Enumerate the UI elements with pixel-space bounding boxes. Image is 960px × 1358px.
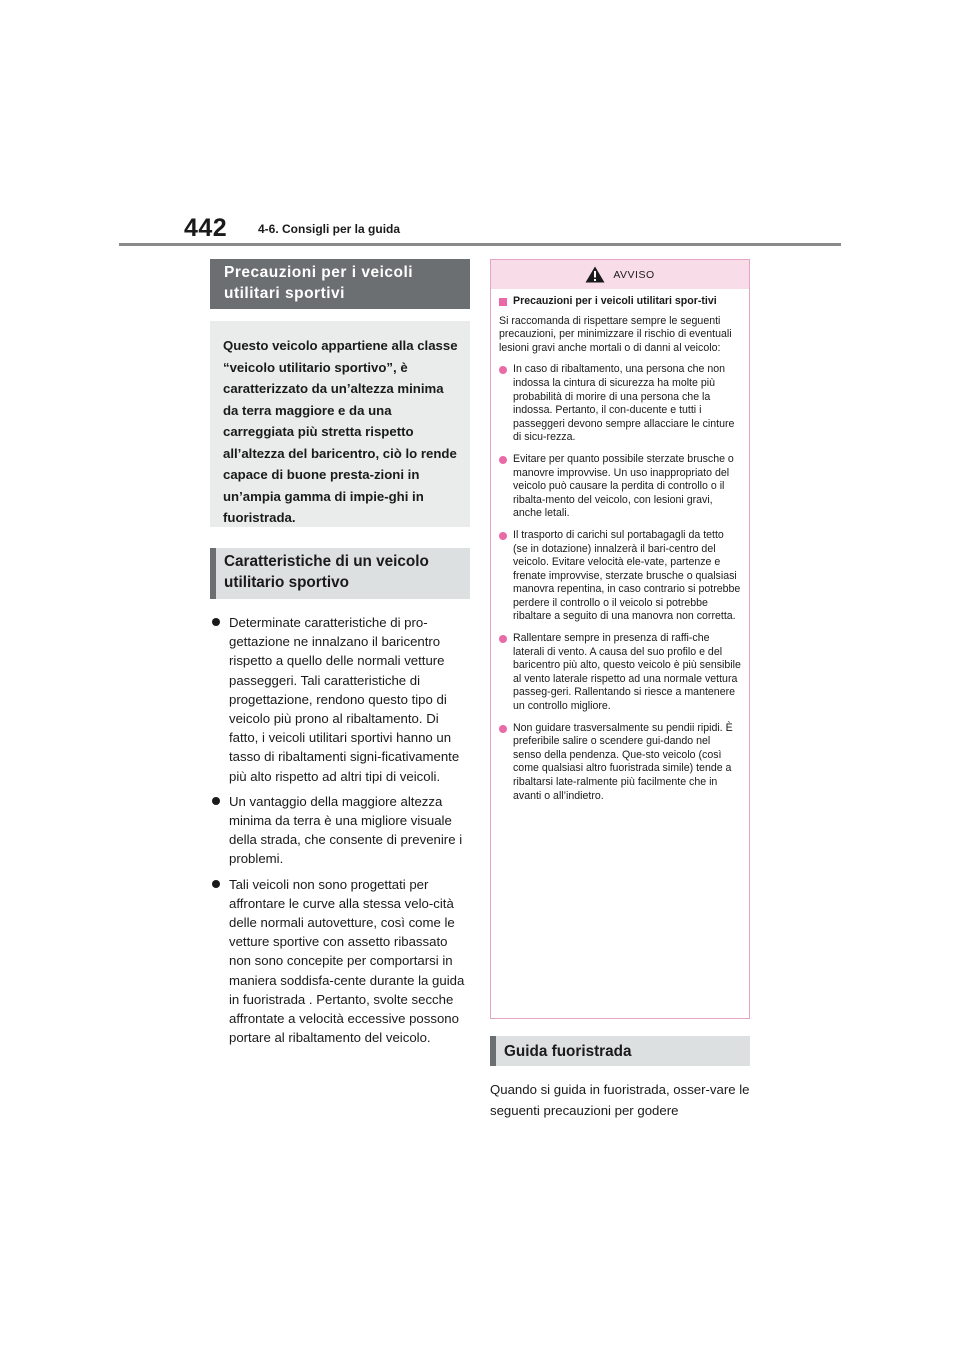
list-item (499, 529, 741, 624)
heading-offroad: Guida fuoristrada (490, 1036, 750, 1066)
warning-intro: Si raccomanda di rispettare sempre le seguenti precauzioni, per minimizzare il rischio di eventuali lesioni gravi anche mortali o di danni al veicolo: (499, 314, 732, 354)
header-divider (119, 243, 841, 246)
heading-suv-precautions: Precauzioni per i veicoli utilitari sportivi (210, 259, 470, 309)
square-bullet-icon (499, 298, 507, 306)
list-item (499, 453, 741, 521)
warning-subtitle-text: Precauzioni per i veicoli utilitari spor-tivi (513, 295, 717, 307)
list-item (499, 632, 741, 714)
warning-list (499, 363, 741, 803)
warning-triangle-icon (585, 266, 605, 283)
list-item (499, 363, 741, 445)
page-number: 442 (184, 214, 228, 242)
list-item-text: Tali veicoli non sono progettati per affrontare le curve alla stessa velo-cità delle normali autovetture, così come le vetture sportive con assetto ribassato non sono concepite per comportarsi in maniera soddisfa-cente durante la guida in fuoristrada . Pertanto, svolte secche affrontate a velocità eccessive possono portare al ribaltamento del veicolo. (229, 876, 465, 1046)
list-item-text: Un vantaggio della maggiore altezza minima da terra è una migliore visuale della strada, che consente di prevenire i problemi. (229, 793, 463, 867)
section-title: 4-6. Consigli per la guida (258, 222, 401, 236)
list-item-text: Il trasporto di carichi sul portabagagli da tetto (se in dotazione) innalzerà il bari-centro del veicolo. Evitare velocità ele-vate, partenze e frenate improvvise, sterzate brusche o qualsiasi manovra repentina, in caso contrario si potrebbe perdere il controllo o il veicolo si potrebbe ribaltare a seguito di una manovra non corretta. (513, 528, 741, 623)
right-column (490, 259, 750, 1121)
heading-suv-features: Caratteristiche di un veicolo utilitario sportivo (210, 548, 470, 599)
list-item (499, 722, 741, 804)
warning-title: AVVISO (613, 268, 655, 281)
list-item-text: In caso di ribaltamento, una persona che non indossa la cintura di sicurezza ha molte più probabilità di morire di una persona che la indossa. Pertanto, il con-ducente e tutti i passeggeri devono sempre allacciare le cinture di sicu-rezza. (513, 363, 735, 444)
features-list (210, 613, 470, 1047)
bullet-icon (212, 880, 220, 888)
list-item-text: Determinate caratteristiche di pro-gettazione ne innalzano il baricentro rispetto a quello delle normali vetture passeggeri. Tali caratteristiche di progettazione, rendono questo tipo di veicolo più prono al ribaltamento. Di fatto, i veicoli utilitari sportivi hanno un tasso di ribaltamenti signi-ficativamente più alto rispetto ad altri tipi di veicoli. (229, 615, 460, 784)
intro-box: Questo veicolo appartiene alla classe “veicolo utilitario sportivo”, è caratterizzato da un’altezza minima da terra maggiore e da una carreggiata più stretta rispetto all’altezza del baricentro, ciò lo rende capace di buone presta-zioni in un’ampia gamma di impie-ghi in fuoristrada. (210, 321, 470, 527)
warning-subtitle (499, 295, 741, 309)
warning-header (491, 260, 749, 289)
bullet-icon (499, 635, 507, 643)
list-item (210, 613, 470, 786)
bullet-icon (499, 366, 507, 374)
bullet-icon (212, 797, 220, 805)
bullet-icon (212, 618, 220, 626)
list-item-text: Evitare per quanto possibile sterzate brusche o manovre improvvise. Un uso inappropriato del veicolo può causare la perdita di controllo o il ribalta-mento del veicolo, con lesioni gravi, anche letali. (513, 452, 734, 520)
warning-body (491, 289, 749, 803)
warning-box (490, 259, 750, 1019)
list-item-text: Rallentare sempre in presenza di raffi-che laterali di vento. A causa del suo profilo e del baricentro più alto, questo veicolo è più sensibile al vento laterale rispetto ad una normale vettura passeg-geri. Rallentando si riesce a mantenere un controllo migliore. (513, 632, 741, 713)
list-item (210, 875, 470, 1048)
bullet-icon (499, 456, 507, 464)
offroad-text: Quando si guida in fuoristrada, osser-vare le seguenti precauzioni per godere (490, 1082, 750, 1118)
left-column (210, 259, 470, 1053)
list-item-text: Non guidare trasversalmente su pendii ripidi. È preferibile salire o scendere gui-dando nel senso della pendenza. Que-sto veicolo (così come qualsiasi altro fuoristrada simile) tende a ribaltarsi late-ralmente più facilmente che in avanti o all’indietro. (513, 721, 733, 802)
bullet-icon (499, 532, 507, 540)
list-item (210, 792, 470, 869)
bullet-icon (499, 725, 507, 733)
